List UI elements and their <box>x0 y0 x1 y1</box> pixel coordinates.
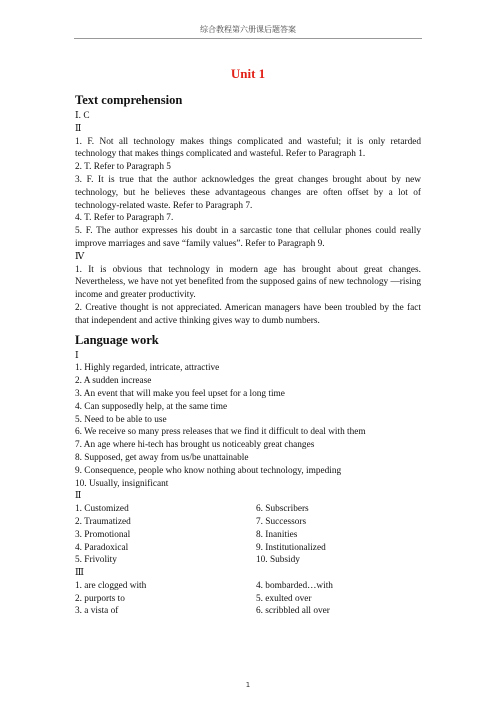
lw-part3-right-column <box>256 580 421 618</box>
lw-part3-columns <box>75 580 421 618</box>
lw-part1-item: 8. Supposed, get away from us/be unattainable <box>75 452 249 463</box>
lw-part2-columns <box>75 503 421 567</box>
lw-part3-item: 6. scribbled all over <box>256 606 330 617</box>
lw-part1-label: Ⅰ <box>75 350 79 361</box>
lw-part1-item: 1. Highly regarded, intricate, attractive <box>75 363 220 374</box>
page-content <box>75 92 421 618</box>
header-divider <box>74 38 422 39</box>
unit-title: Unit 1 <box>230 66 266 81</box>
lw-part3-item: 4. bombarded…with <box>256 580 333 591</box>
tc-part2-item: 1. F. Not all technology makes things complicated and wasteful; it is only retarded technology that makes things complicated and wasteful. Refer to Paragraph 1. <box>75 136 421 160</box>
lw-part2-label: Ⅱ <box>75 491 82 502</box>
lw-part3-item: 2. purports to <box>75 593 125 604</box>
lw-part1-item: 5. Need to be able to use <box>75 414 167 425</box>
lw-part3-item: 3. a vista of <box>75 606 119 617</box>
section-heading-language-work: Language work <box>75 332 159 347</box>
lw-part2-right-column <box>256 503 421 567</box>
tc-part4-item: 1. It is obvious that technology in modern age has brought about great changes. Nevertheless, we have not yet benefited from the supposed gains of new technology —rising income and greater productivity. <box>75 264 421 301</box>
lw-part2-item: 1. Customized <box>75 504 129 515</box>
lw-part2-item: 6. Subscribers <box>256 504 309 515</box>
tc-part4-label: Ⅳ <box>75 251 85 262</box>
tc-part4-item: 2. Creative thought is not appreciated. American managers have been troubled by the fact that independent and active thinking gives way to dumb numbers. <box>75 302 421 326</box>
lw-part3-item: 1. are clogged with <box>75 580 147 591</box>
tc-part2-item: 4. T. Refer to Paragraph 7. <box>75 213 174 224</box>
lw-part2-item: 2. Traumatized <box>75 516 131 527</box>
lw-part2-item: 10. Subsidy <box>256 555 300 566</box>
lw-part1-item: 2. A sudden increase <box>75 376 152 387</box>
lw-part2-item: 4. Paradoxical <box>75 542 129 553</box>
lw-part2-item: 9. Institutionalized <box>256 542 326 553</box>
lw-part2-item: 8. Inanities <box>256 529 298 540</box>
tc-part1-answer: Ⅰ. C <box>75 111 90 121</box>
page-header: 综合教程第六册课后题答案 <box>200 25 296 34</box>
tc-part2-item: 3. F. It is true that the author acknowledges the great changes brought about by new technology, but he believes these advantageous changes are often offset by a lot of technology-related waste. Refer to Paragraph 7. <box>75 174 421 211</box>
lw-part1-item: 6. We receive so many press releases that we find it difficult to deal with them <box>75 427 366 438</box>
lw-part3-label: Ⅲ <box>75 568 84 579</box>
tc-part2-label: Ⅱ <box>75 123 82 134</box>
tc-part2-item: 2. T. Refer to Paragraph 5 <box>75 162 171 173</box>
lw-part2-item: 5. Frivolity <box>75 555 117 566</box>
lw-part1-item: 10. Usually, insignificant <box>75 478 169 489</box>
page-number: 1 <box>245 681 251 689</box>
lw-part2-left-column <box>75 503 256 567</box>
lw-part3-left-column <box>75 580 256 618</box>
lw-part1-item: 7. An age where hi-tech has brought us noticeably great changes <box>75 440 315 451</box>
section-heading-text-comprehension: Text comprehension <box>75 93 183 107</box>
lw-part2-item: 3. Promotional <box>75 529 131 540</box>
tc-part2-item: 5. F. The author expresses his doubt in a sarcastic tone that cellular phones could really improve marriages and save “family values”. Refer to Paragraph 9. <box>75 226 421 249</box>
lw-part1-item: 4. Can supposedly help, at the same time <box>75 401 228 412</box>
lw-part1-item: 9. Consequence, people who know nothing about technology, impeding <box>75 465 342 476</box>
lw-part1-item: 3. An event that will make you feel upset for a long time <box>75 388 285 399</box>
lw-part3-item: 5. exulted over <box>256 593 312 604</box>
lw-part2-item: 7. Successors <box>256 516 307 527</box>
